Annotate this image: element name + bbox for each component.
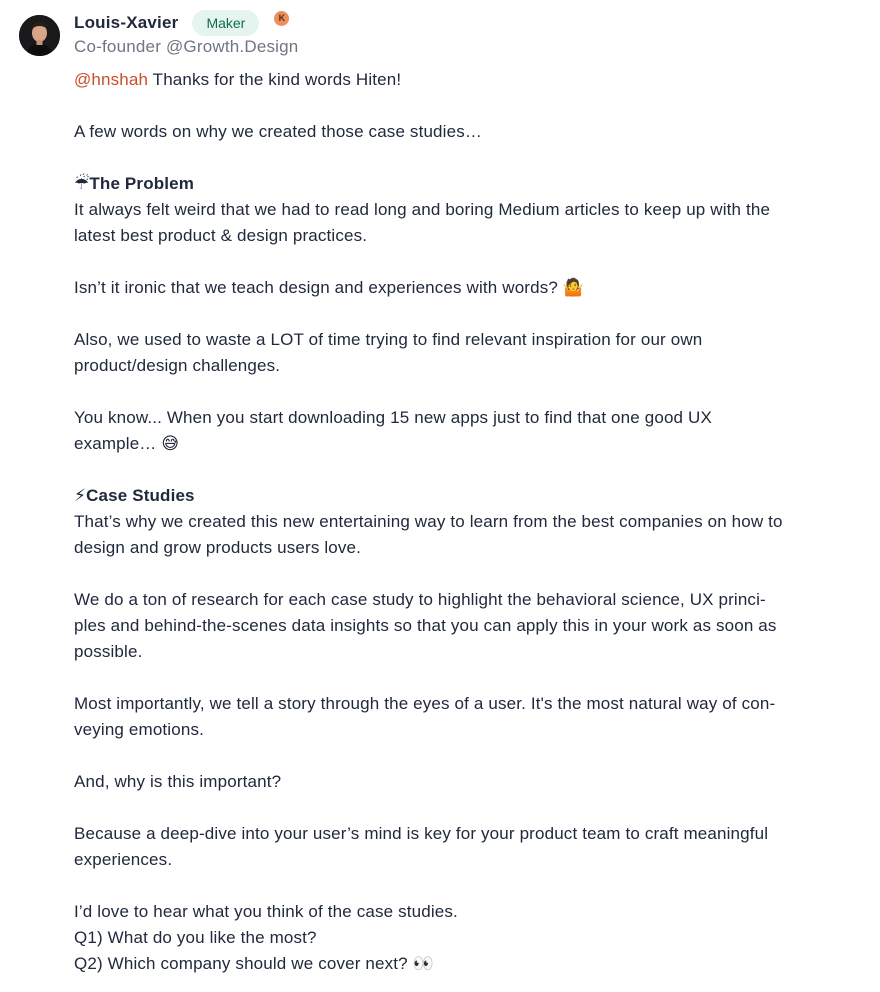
blank-line [74, 561, 874, 587]
comment-paragraph: Also, we used to waste a LOT of time trying to find relevant inspiration for our own [74, 330, 703, 349]
section-heading-text: The Problem [89, 174, 195, 193]
comment-paragraph: You know... When you start downloading 15 new apps just to find that one good UX [74, 408, 712, 427]
comment-text: Thanks for the kind words Hiten! [148, 70, 402, 89]
blank-line [74, 249, 874, 275]
blank-line [74, 743, 874, 769]
comment-text: Isn’t it ironic that we teach design and experiences with words? [74, 278, 558, 297]
comment-paragraph: A few words on why we created those case studies… [74, 122, 482, 141]
section-heading-case-studies [74, 483, 874, 509]
shrug-emoji-icon: 🤷 [562, 278, 585, 298]
sweat-smile-emoji-icon: 😅 [161, 434, 180, 454]
comment-text: Q2) Which company should we cover next? [74, 954, 408, 973]
comment-paragraph: design and grow products users love. [74, 538, 362, 557]
comment-line [74, 275, 874, 301]
comment-paragraph: veying emotions. [74, 720, 204, 739]
blank-line [74, 665, 874, 691]
comment-paragraph: I’d love to hear what you think of the case studies. [74, 902, 458, 921]
comment-question [74, 951, 874, 977]
maker-badge: Maker [192, 10, 259, 36]
comment-line [74, 431, 874, 457]
blank-line [74, 93, 874, 119]
comment-text: example… [74, 434, 157, 453]
blank-line [74, 145, 874, 171]
umbrella-emoji-icon: ☔ [74, 174, 90, 194]
blank-line [74, 379, 874, 405]
comment-paragraph: latest best product & design practices. [74, 226, 368, 245]
karma-badge-icon: K [274, 11, 289, 26]
comment-body [74, 67, 874, 977]
comment-paragraph: Because a deep-dive into your user’s mind is key for your product team to craft meaningful [74, 824, 769, 843]
eyes-emoji-icon: 👀 [412, 954, 434, 974]
comment-line [74, 67, 874, 93]
blank-line [74, 301, 874, 327]
blank-line [74, 873, 874, 899]
comment-paragraph: That’s why we created this new entertaining way to learn from the best companies on how to [74, 512, 783, 531]
comment-header [74, 9, 289, 37]
lightning-emoji-icon: ⚡ [74, 486, 87, 506]
section-heading-text: Case Studies [86, 486, 195, 505]
blank-line [74, 457, 874, 483]
user-mention-link[interactable]: @hnshah [74, 70, 149, 89]
avatar[interactable] [19, 15, 60, 56]
comment-paragraph: possible. [74, 642, 143, 661]
comment-paragraph: experiences. [74, 850, 173, 869]
comment-question: Q1) What do you like the most? [74, 928, 317, 947]
blank-line [74, 795, 874, 821]
comment-paragraph: We do a ton of research for each case study to highlight the behavioral science, UX princi- [74, 590, 766, 609]
comment-paragraph: It always felt weird that we had to read long and boring Medium articles to keep up with the [74, 200, 771, 219]
section-heading-problem [74, 171, 874, 197]
author-headline: Co-founder @Growth.Design [74, 37, 299, 56]
comment-paragraph: ples and behind-the-scenes data insights so that you can apply this in your work as soon as [74, 616, 777, 635]
comment-paragraph: product/design challenges. [74, 356, 281, 375]
author-name[interactable]: Louis-Xavier [74, 13, 179, 32]
comment-paragraph: And, why is this important? [74, 772, 282, 791]
comment-paragraph: Most importantly, we tell a story through the eyes of a user. It's the most natural way of con- [74, 694, 776, 713]
